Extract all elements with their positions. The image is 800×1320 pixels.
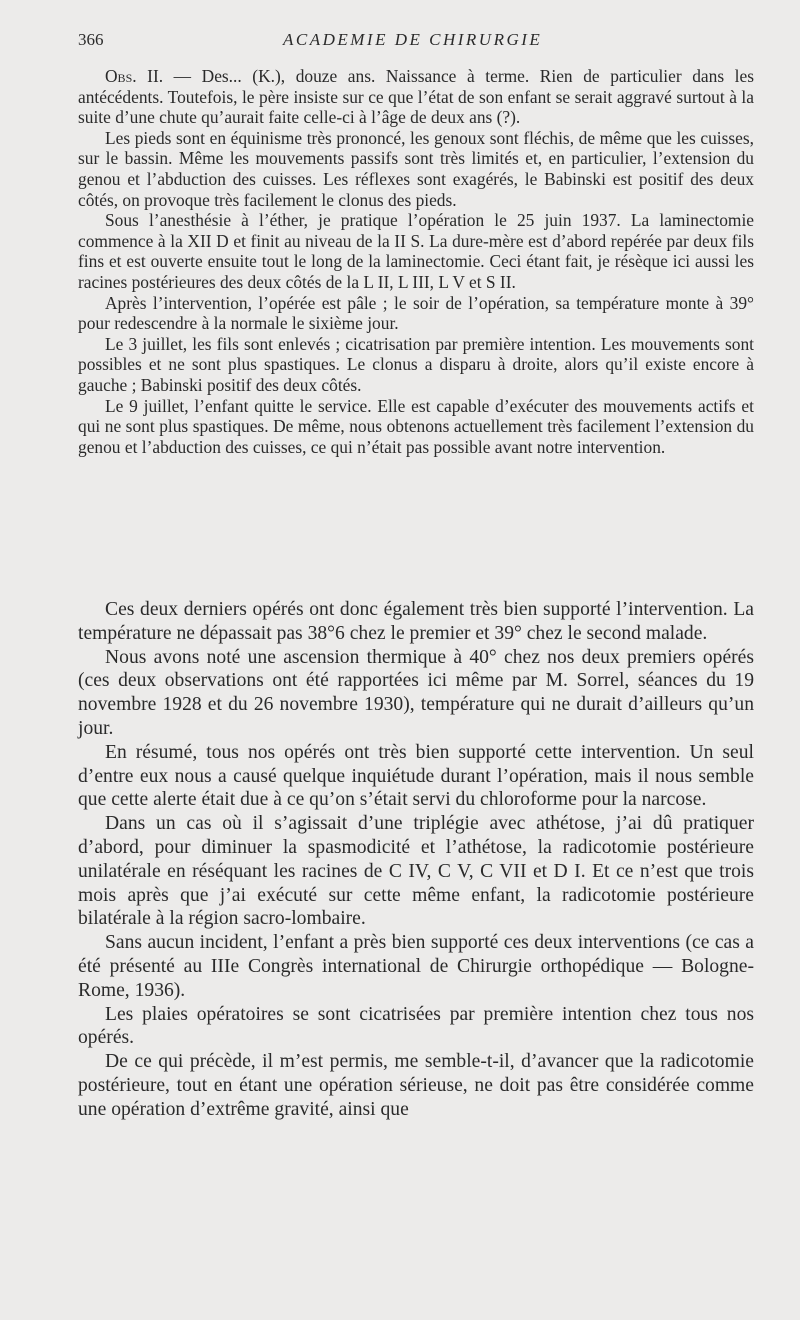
body-paragraph: Les plaies opératoires se sont cicatrisées par première intention chez tous nos opérés. xyxy=(78,1003,754,1049)
page-number: 366 xyxy=(78,30,104,49)
observation-paragraph: Le 3 juillet, les fils sont enlevés ; cicatrisation par première intention. Les mouvements sont possibles et ne sont plus spastiques. Le clonus a disparu à droite, alors qu’il existe encore à gauche ; Babinski positif des deux côtés. xyxy=(78,333,754,395)
body-paragraph: Ces deux derniers opérés ont donc également très bien supporté l’intervention. La température ne dépassait pas 38°6 chez le premier et 39° chez le second malade. xyxy=(78,599,754,644)
observation-paragraph: Sous l’anesthésie à l’éther, je pratique l’opération le 25 juin 1937. La laminectomie commence à la XII D et finit au niveau de la II S. La dure-mère est d’abord repérée par deux fils fins et est ouverte ensuite tout le long de la laminectomie. Ceci étant fait, je résèque ici aussi les racines postérieures des deux côtés de la L II, L III, L V et S II. xyxy=(78,210,754,292)
observation-label: Obs. II. xyxy=(105,66,164,86)
body-paragraph: De ce qui précède, il m’est permis, me semble-t-il, d’avancer que la radicotomie postérieure, tout en étant une opération sérieuse, ne doit pas être considérée comme une opération d’extrême gravité, ainsi que xyxy=(78,1051,754,1120)
page-header xyxy=(78,30,754,54)
body-paragraph: Dans un cas où il s’agissait d’une triplégie avec athétose, j’ai dû pratiquer d’abord, pour diminuer la spasmodicité et l’athétose, la radicotomie postérieure unilatérale en réséquant les racines de C IV, C V, C VII et D I. Et ce n’est que trois mois après que j’ai exécuté sur cette même enfant, la radicotomie postérieure bilatérale à la région sacro-lombaire. xyxy=(78,813,754,930)
running-title: ACADEMIE DE CHIRURGIE xyxy=(283,30,543,49)
observation-block xyxy=(78,66,754,457)
body-paragraph: Nous avons noté une ascension thermique à 40° chez nos deux premiers opérés (ces deux observations ont été rapportées ici même par M. Sorrel, séances du 19 novembre 1928 et du 26 novembre 1930), température qui ne durait d’ailleurs qu’un jour. xyxy=(78,646,754,739)
observation-paragraph: Le 9 juillet, l’enfant quitte le service. Elle est capable d’exécuter des mouvements actifs et qui ne sont plus spastiques. De même, nous obtenons actuellement très facilement l’extension du genou et l’abduction des cuisses, ce qui n’était pas possible avant notre intervention. xyxy=(78,395,754,457)
observation-intro-text: — Des... (K.), douze ans. Naissance à terme. Rien de particulier dans les antécédents. Toutefois, le père insiste sur ce que l’état de son enfant se serait aggravé surtout à la suite d’une chute qu’aurait faite celle-ci à l’âge de deux ans (?). xyxy=(78,66,754,128)
body-paragraph: Sans aucun incident, l’enfant a près bien supporté ces deux interventions (ce cas a été présenté au IIIe Congrès international de Chirurgie orthopédique — Bologne-Rome, 1936). xyxy=(78,932,754,1001)
observation-paragraph: Les pieds sont en équinisme très prononcé, les genoux sont fléchis, de même que les cuisses, sur le bassin. Même les mouvements passifs sont très limités et, en particulier, l’extension du genou et l’abduction des cuisses. Les réflexes sont exagérés, le Babinski est positif des deux côtés, on provoque très facilement le clonus des pieds. xyxy=(78,127,754,210)
observation-intro-paragraph xyxy=(78,66,754,128)
body-paragraph: En résumé, tous nos opérés ont très bien supporté cette intervention. Un seul d’entre eux nous a causé quelque inquiétude durant l’opération, mais il nous semble que cette alerte était due à ce qu’on s’était servi du chloroforme pour la narcose. xyxy=(78,741,754,811)
main-text xyxy=(78,598,754,1122)
observation-paragraph: Après l’intervention, l’opérée est pâle ; le soir de l’opération, sa température monte à 39° pour redescendre à la normale le sixième jour. xyxy=(78,292,754,334)
